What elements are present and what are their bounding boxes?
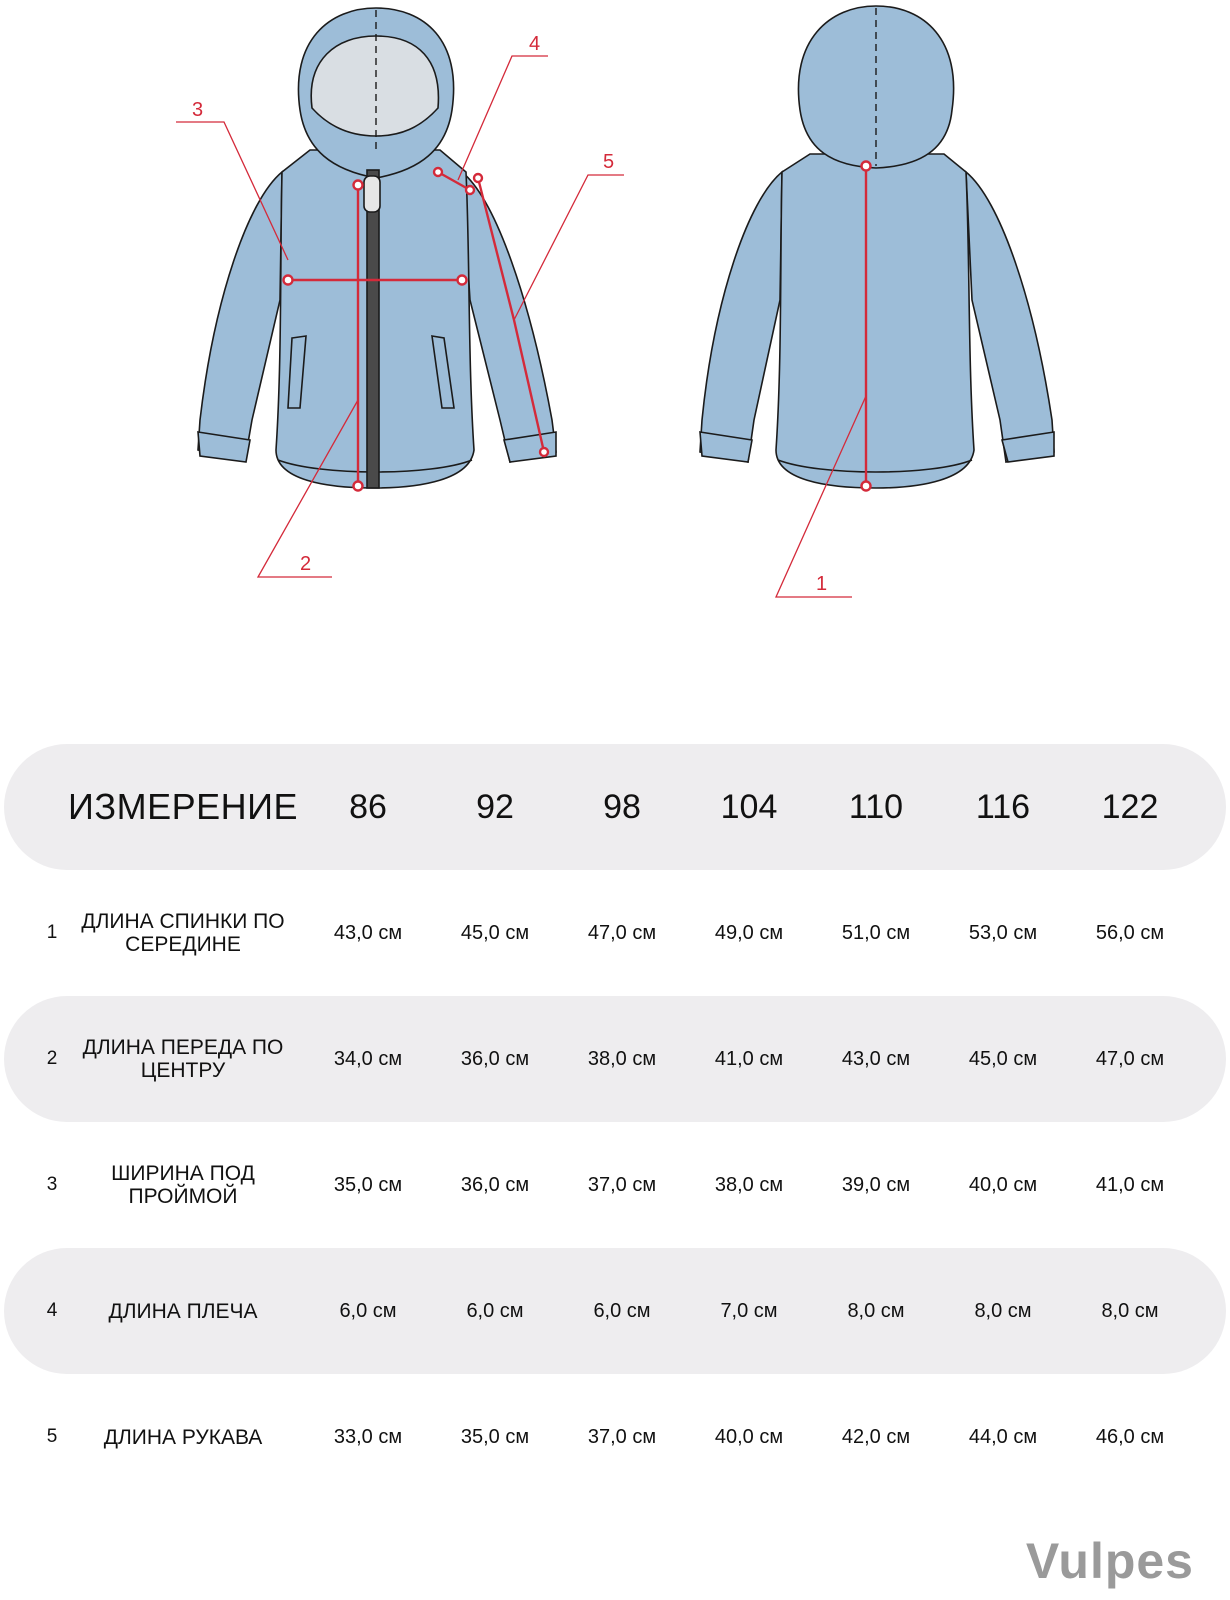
table-cell: 46,0 см (1095, 1425, 1165, 1448)
table-cell: 43,0 см (841, 1047, 911, 1070)
table-cell: 56,0 см (1095, 921, 1165, 944)
marker-5: 5 (603, 151, 615, 173)
row-number: 5 (46, 1426, 58, 1447)
front-jacket (198, 8, 556, 488)
table-cell: 8,0 см (974, 1299, 1032, 1322)
table-cell: 41,0 см (1095, 1173, 1165, 1196)
marker-1: 1 (816, 573, 828, 595)
row-number: 2 (46, 1048, 58, 1069)
table-cell: 33,0 см (333, 1425, 403, 1448)
front-left-sleeve (198, 172, 282, 460)
table-cell: 44,0 см (968, 1425, 1038, 1448)
back-jacket (700, 6, 1054, 488)
table-cell: 47,0 см (587, 921, 657, 944)
front-right-sleeve (462, 172, 556, 462)
marker-3: 3 (192, 99, 204, 121)
table-cell: 36,0 см (460, 1047, 530, 1070)
table-cell: 8,0 см (847, 1299, 905, 1322)
table-cell: 6,0 см (339, 1299, 397, 1322)
table-cell: 37,0 см (587, 1173, 657, 1196)
front-hood-lining (311, 36, 438, 136)
back-right-sleeve (966, 172, 1054, 462)
back-left-sleeve (700, 172, 782, 462)
marker-4: 4 (529, 33, 541, 55)
header-size: 110 (848, 787, 904, 826)
table-cell: 35,0 см (460, 1425, 530, 1448)
table-cell: 7,0 см (720, 1299, 778, 1322)
table-cell: 49,0 см (714, 921, 784, 944)
row-number: 4 (46, 1300, 58, 1321)
table-cell: 40,0 см (968, 1173, 1038, 1196)
back-body (776, 154, 974, 488)
row-label: ДЛИНА СПИНКИ ПО СЕРЕДИНЕ (81, 910, 285, 956)
table-cell: 35,0 см (333, 1173, 403, 1196)
row-label: ШИРИНА ПОД ПРОЙМОЙ (111, 1162, 255, 1208)
front-zipper (367, 170, 379, 488)
table-cell: 42,0 см (841, 1425, 911, 1448)
table-cell: 6,0 см (466, 1299, 524, 1322)
table-row (4, 996, 1226, 1122)
row-label: ДЛИНА ПЛЕЧА (108, 1299, 258, 1323)
table-cell: 43,0 см (333, 921, 403, 944)
row-number: 1 (46, 922, 58, 943)
table-row (4, 1248, 1226, 1374)
table-cell: 8,0 см (1101, 1299, 1159, 1322)
table-cell: 38,0 см (714, 1173, 784, 1196)
header-size: 104 (720, 787, 778, 826)
table-cell: 34,0 см (333, 1047, 403, 1070)
table-cell: 39,0 см (841, 1173, 911, 1196)
table-cell: 40,0 см (714, 1425, 784, 1448)
table-row (4, 870, 1226, 996)
row-label: ДЛИНА ПЕРЕДА ПО ЦЕНТРУ (82, 1036, 284, 1082)
marker-2: 2 (300, 553, 312, 575)
table-cell: 51,0 см (841, 921, 911, 944)
header-size: 86 (349, 787, 387, 826)
table-cell: 6,0 см (593, 1299, 651, 1322)
header-measurement-label: ИЗМЕРЕНИЕ (67, 786, 299, 827)
table-cell: 47,0 см (1095, 1047, 1165, 1070)
table-cell: 45,0 см (968, 1047, 1038, 1070)
table-row (4, 1374, 1226, 1500)
row-number: 3 (46, 1174, 58, 1195)
row-label: ДЛИНА РУКАВА (103, 1425, 263, 1449)
table-cell: 36,0 см (460, 1173, 530, 1196)
header-size: 122 (1101, 787, 1159, 826)
table-cell: 38,0 см (587, 1047, 657, 1070)
header-size: 98 (603, 787, 641, 826)
table-cell: 41,0 см (714, 1047, 784, 1070)
table-header-row (4, 744, 1226, 870)
jacket-sketch (0, 0, 1230, 640)
table-cell: 53,0 см (968, 921, 1038, 944)
size-chart-table (4, 744, 1226, 1500)
table-row (4, 1122, 1226, 1248)
zipper-pull (364, 176, 380, 212)
table-cell: 45,0 см (460, 921, 530, 944)
header-size: 92 (476, 787, 514, 826)
header-size: 116 (975, 787, 1031, 826)
table-cell: 37,0 см (587, 1425, 657, 1448)
brand-logo: Vulpes (1025, 1533, 1194, 1589)
measurement-diagram (0, 0, 1230, 640)
